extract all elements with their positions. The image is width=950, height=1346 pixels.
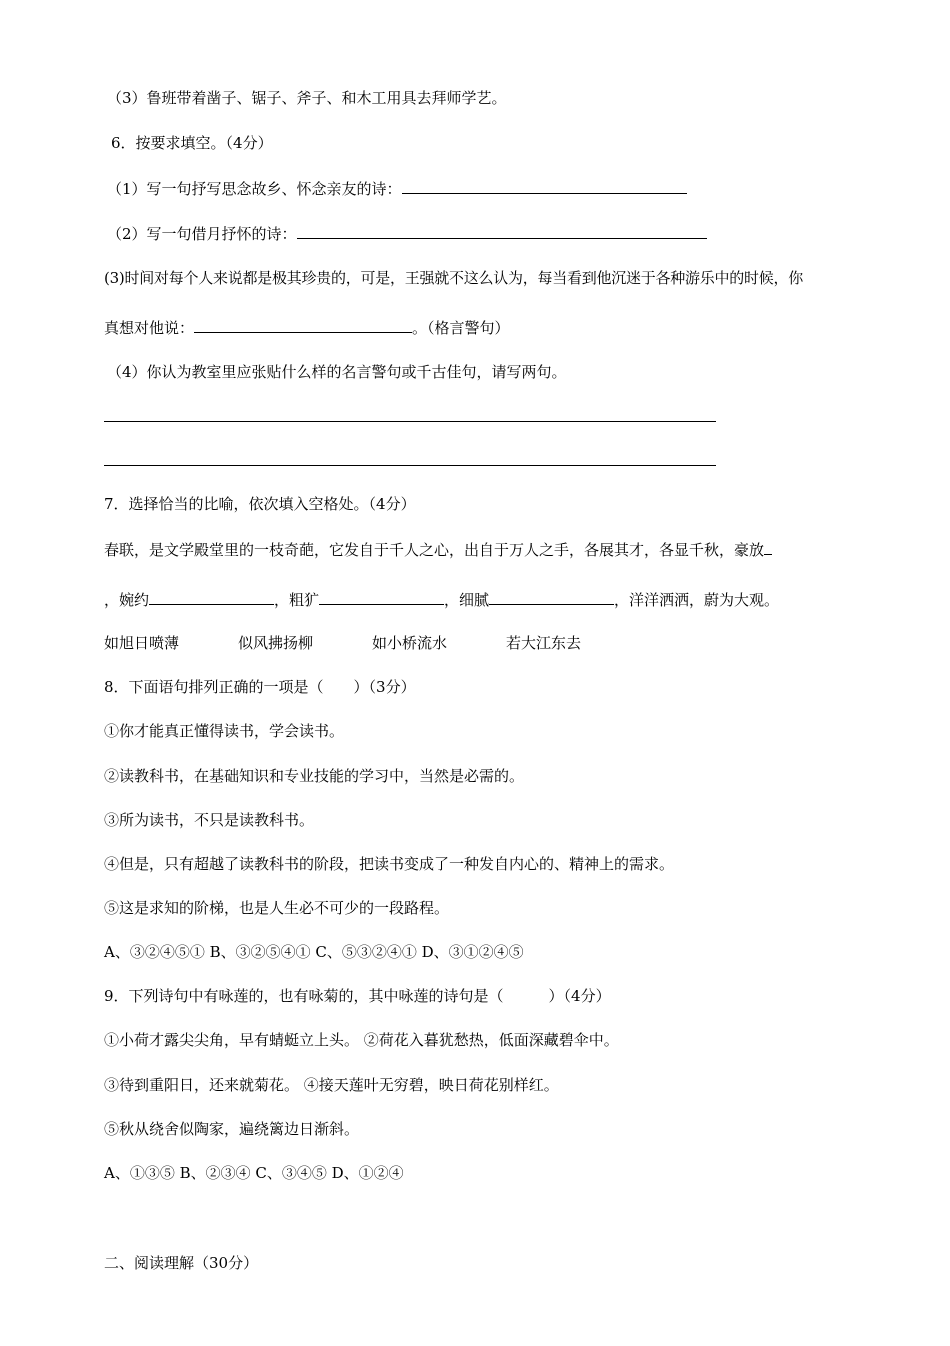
- q9-line-3: ⑤秋从绕舍似陶家，遍绕篱边日渐斜。: [104, 1120, 360, 1138]
- q7-para-line2: [104, 589, 779, 610]
- q6-item1-text: （1）写一句抒写思念故乡、怀念亲友的诗：: [107, 180, 402, 198]
- answer-line-2[interactable]: [104, 465, 716, 466]
- q6-item2-text: （2）写一句借月抒怀的诗：: [107, 225, 297, 243]
- answer-blank[interactable]: [319, 589, 444, 605]
- q8-sentence-4: ④但是，只有超越了读教科书的阶段，把读书变成了一种发自内心的、精神上的需求。: [104, 855, 675, 873]
- q6-item1: [107, 178, 687, 199]
- q7-option-4: 若大江东去: [506, 634, 582, 652]
- q9-line-2: ③待到重阳日，还来就菊花。 ④接天莲叶无穷碧，映日荷花别样红。: [104, 1076, 559, 1094]
- q7-para2-b: ，粗犷: [274, 591, 320, 609]
- answer-blank[interactable]: [402, 178, 687, 194]
- q8-sentence-3: ③所为读书，不只是读教科书。: [104, 811, 315, 829]
- answer-blank[interactable]: [194, 317, 412, 333]
- q7-para1-text: 春联，是文学殿堂里的一枝奇葩，它发自于千人之心，出自于万人之手，各展其才，各显千秋，豪放: [104, 541, 765, 559]
- section-2-heading: 二、阅读理解（30分）: [104, 1254, 259, 1272]
- q6-title: 6．按要求填空。（4分）: [111, 134, 273, 152]
- q7-para2-d: ，洋洋洒洒，蔚为大观。: [614, 591, 780, 609]
- q8-sentence-1: ①你才能真正懂得读书，学会读书。: [104, 722, 345, 740]
- q8-answer-options: A、③②④⑤① B、③②⑤④① C、⑤③②④① D、③①②④⑤: [104, 943, 524, 961]
- q7-option-3: 如小桥流水: [372, 634, 448, 652]
- q6-item3-line2: [104, 317, 510, 338]
- q9-answer-options: A、①③⑤ B、②③④ C、③④⑤ D、①②④: [104, 1164, 404, 1182]
- q6-item3-suffix: 。（格言警句）: [412, 319, 510, 337]
- answer-blank[interactable]: [297, 223, 707, 239]
- q9-title: 9．下列诗句中有咏莲的，也有咏菊的，其中咏莲的诗句是（ ）（4分）: [104, 987, 611, 1005]
- q7-para2-a: ，婉约: [104, 591, 150, 609]
- q7-para-line1: [104, 539, 772, 560]
- q8-sentence-5: ⑤这是求知的阶梯，也是人生必不可少的一段路程。: [104, 899, 450, 917]
- q6-item2: [107, 223, 707, 244]
- q6-item3-prefix: 真想对他说：: [104, 319, 195, 337]
- answer-blank[interactable]: [489, 589, 614, 605]
- answer-blank[interactable]: [764, 539, 772, 555]
- q6-item4: （4）你认为教室里应张贴什么样的名言警句或千古佳句，请写两句。: [107, 363, 567, 381]
- q7-option-2: 似风拂扬柳: [238, 634, 314, 652]
- q7-option-1: 如旭日喷薄: [104, 634, 180, 652]
- answer-blank[interactable]: [149, 589, 274, 605]
- q8-title: 8．下面语句排列正确的一项是（ ）（3分）: [104, 678, 416, 696]
- q9-line-1: ①小荷才露尖尖角，早有蜻蜓立上头。 ②荷花入暮犹愁热，低面深藏碧伞中。: [104, 1031, 619, 1049]
- q7-para2-c: ，细腻: [444, 591, 490, 609]
- q6-item3-line1: (3)时间对每个人来说都是极其珍贵的，可是，王强就不这么认为，每当看到他沉迷于各种游乐中的时候，你: [104, 269, 804, 287]
- q7-title: 7．选择恰当的比喻，依次填入空格处。（4分）: [104, 495, 416, 513]
- q8-sentence-2: ②读教科书，在基础知识和专业技能的学习中，当然是必需的。: [104, 767, 525, 785]
- q5-item3: （3）鲁班带着凿子、锯子、斧子、和木工用具去拜师学艺。: [107, 89, 507, 107]
- answer-line-1[interactable]: [104, 421, 716, 422]
